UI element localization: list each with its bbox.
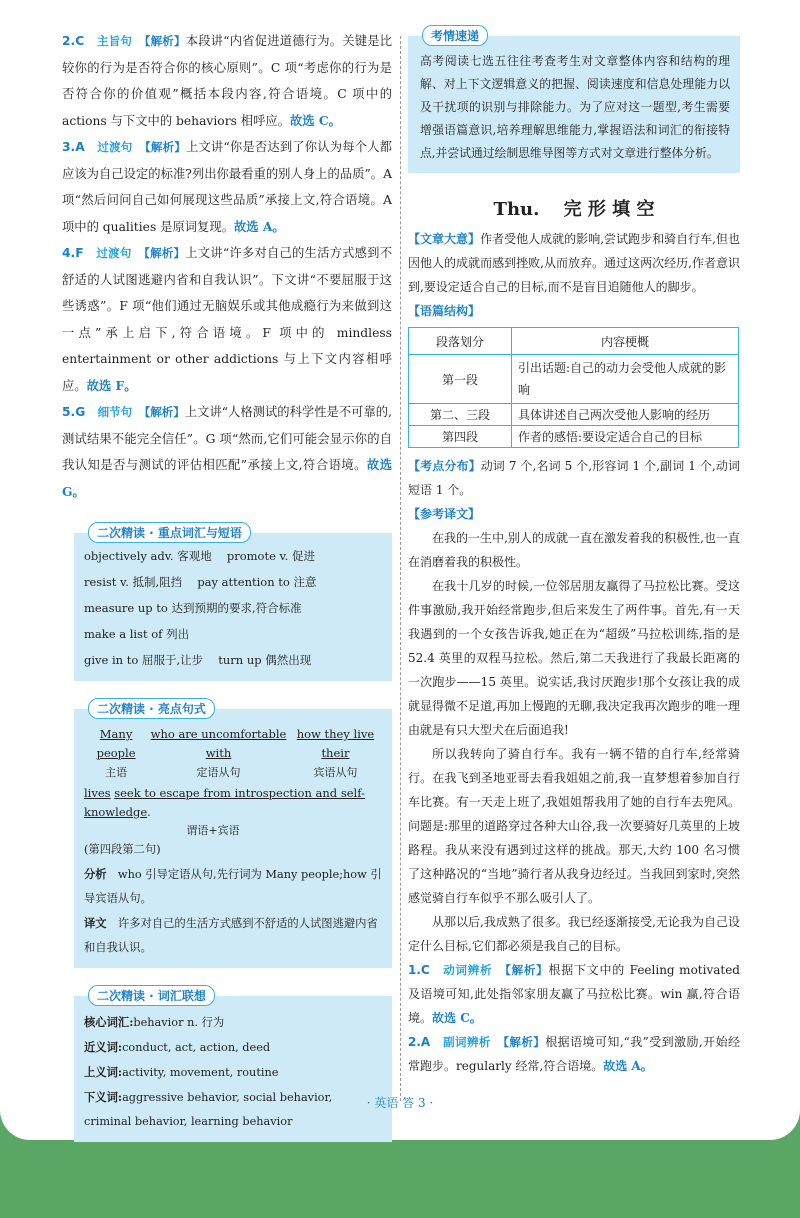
table-header: [409, 328, 739, 355]
grammar-label: 谓语+宾语: [186, 824, 240, 837]
answer-choice: 故选 C。: [290, 112, 341, 128]
reference-paragraph: 从那以后,我成熟了很多。我已经逐渐接受,无论我为自己设定什么目标,它们都必须是我自己的目标。: [408, 915, 740, 953]
answer-choice: 故选 A。: [233, 218, 285, 234]
word-association-box: [74, 989, 392, 1142]
analysis-tag: 【解析】: [144, 405, 185, 419]
synonym-row: [84, 1035, 382, 1060]
answer-2: [62, 28, 392, 134]
translation-label: 译文: [84, 916, 107, 930]
vocab-row: measure up to 达到预期的要求,符合标准: [84, 601, 302, 615]
summary: [408, 227, 740, 299]
box-label: 考情速递: [422, 25, 488, 46]
sentence-box: [74, 702, 392, 968]
vocab-row: resist v. 抵制,阻挡 pay attention to 注意: [84, 575, 317, 589]
structure-label: 【语篇结构】: [408, 304, 481, 318]
answer-text: 根据语境可知,“我”受到激励,开始经常跑步。regularly 经常,符合语境。: [408, 1035, 741, 1073]
answer-choice: 故选 G。: [62, 457, 392, 499]
grammar-label: 主语: [105, 766, 128, 779]
answer-number: 2.C: [62, 34, 85, 48]
answer-number: 5.G: [62, 405, 86, 419]
translation-text: 许多对自己的生活方式感到不舒适的人试图逃避内省和自我认识。: [84, 917, 378, 954]
subject-part: [84, 725, 148, 782]
column-header: 段落划分: [409, 328, 512, 355]
analysis-label: 分析: [84, 867, 107, 881]
table-row: [409, 404, 739, 426]
table-row: [409, 426, 739, 448]
answer-text: 本段讲“内省促进道德行为。关键是比较你的行为是否符合你的核心原则”。C 项“考虑你的行为是否符合你的价值观”概括本段内容,符合语境。C 项中的 actions 与下文中的 behaviors 相呼应。: [62, 34, 393, 128]
answer-4: [62, 240, 392, 399]
answer-choice: 故选 A。: [603, 1059, 653, 1073]
left-column: [62, 28, 392, 1142]
page-footer: · 英语 答 3 ·: [366, 1096, 434, 1110]
analysis-line: [84, 862, 382, 911]
analysis-tag: 【解析】: [503, 1035, 546, 1049]
summary-text: 作者受他人成就的影响,尝试跑步和骑自行车,但也因他人的成就而感到挫败,从而放弃。通过这两次经历,作者意识到,要设定适合自己的目标,而不是盲目追随他人的脚步。: [408, 232, 740, 294]
analysis-tag: 【解析】: [144, 246, 186, 260]
answer-choice: 故选 C。: [432, 1011, 482, 1025]
core-word-row: [84, 1010, 382, 1035]
analysis-tag: 【解析】: [144, 34, 186, 48]
analysis-tag: 【解析】: [505, 963, 549, 977]
row-value: aggressive behavior, social behavior, criminal behavior, learning behavior: [84, 1091, 333, 1128]
structure-table: [408, 327, 739, 448]
answer-type: 细节句: [97, 405, 133, 419]
attributive-part: [148, 725, 289, 782]
row-value: activity, movement, routine: [122, 1066, 279, 1079]
answer-5: [62, 399, 392, 505]
answer-text: 上文讲“人格测试的科学性是不可靠的,测试结果不能完全信任”。G 项“然而,它们可能会显示你的自我认知是否与测试的评估相匹配”承接上文,符合语境。: [62, 405, 392, 472]
answer-text: 根据下文中的 Feeling motivated 及语境可知,此处指邻家朋友赢了马拉松比赛。win 赢,符合语境。: [408, 963, 740, 1025]
column-divider: [400, 36, 401, 1101]
distribution: [408, 454, 740, 502]
row-value: behavior n. 行为: [133, 1016, 225, 1029]
answer-type: 动词辨析: [443, 963, 493, 977]
row-value: conduct, act, action, deed: [122, 1041, 271, 1054]
analysis-tag: 【解析】: [144, 140, 186, 154]
table-cell: 具体讲述自己两次受他人影响的经历: [512, 404, 739, 426]
translation-line: [84, 911, 382, 960]
answer-c1: [408, 958, 740, 1030]
answer-type: 主旨句: [96, 34, 133, 48]
table-row: [409, 355, 739, 404]
object-clause-part: [289, 725, 382, 782]
row-key: 下义词:: [84, 1090, 123, 1104]
tip-text: 高考阅读七选五往往考查考生对文章整体内容和结构的理解、对上下文逻辑意义的把握、阅读速度和信息处理能力以及干扰项的识别与排除能力。为了应对这一题型,考生需要增强语篇意识,培养理解思维能力,掌握语法和词汇的衔接特点,并尝试通过绘制思维导图等方式对文章进行整体分析。: [420, 54, 730, 160]
structure-heading: [408, 299, 740, 323]
sentence-source: (第四段第二句): [84, 843, 161, 856]
answer-type: 过渡句: [97, 140, 133, 154]
answer-choice: 故选 F。: [86, 377, 137, 393]
answer-number: 2.A: [408, 1035, 431, 1049]
right-column: [408, 28, 740, 1078]
sentence-line-1: [84, 725, 382, 782]
row-key: 核心词汇:: [84, 1015, 134, 1029]
table-cell: 引出话题:自己的动力会受他人成就的影响: [512, 355, 739, 404]
answer-text: 上文讲“你是否达到了你认为每个人都应该为自己设定的标准?列出你最看重的别人身上的品质”。A 项“然后问问自己如何展现这些品质”承接上文,符合语境。A 项中的 qualities 是原词复现。: [62, 140, 392, 234]
table-cell: 第一段: [409, 355, 512, 404]
hypernym-row: [84, 1060, 382, 1085]
row-key: 近义词:: [84, 1040, 123, 1054]
summary-label: 【文章大意】: [408, 232, 481, 246]
box-label: 二次精读 · 重点词汇与短语: [88, 522, 251, 543]
answer-number: 4.F: [62, 246, 84, 260]
table-cell: 第二、三段: [409, 404, 512, 426]
vocab-row: give in to 屈服于,让步 turn up 偶然出现: [84, 653, 312, 667]
sentence-fragment: lives: [84, 786, 111, 800]
reference-paragraph: 所以我转向了骑自行车。我有一辆不错的自行车,经常骑行。在我飞到圣地亚哥去看我姐姐之前,我一直梦想着参加自行车比赛。有一天走上班了,我姐姐帮我用了她的自行车去兜风。问题是:那里的道路穿过各种大山谷,我一次要骑好几英里的上坡路程。我从来没有遇到过这样的挑战。那天,大约 100 名习惯了这种路况的“当地”骑行者从我身边经过。当我回到家时,突然感觉骑自行车似乎不那么吸引人了。: [408, 747, 740, 905]
answer-3: [62, 134, 392, 240]
sentence-fragment: who are uncomfortable with: [150, 727, 287, 760]
grammar-label: 定语从句: [196, 766, 241, 779]
grammar-label: 宾语从句: [313, 766, 358, 779]
sentence-fragment: how they live their: [296, 727, 375, 760]
vocab-row: objectively adv. 客观地 promote v. 促进: [84, 549, 315, 563]
vocab-box: [74, 526, 392, 681]
sentence-fragment: seek to escape from introspection and self-knowledge: [84, 786, 365, 819]
answer-type: 过渡句: [96, 246, 132, 260]
answer-type: 副词辨析: [443, 1035, 491, 1049]
reference-paragraph: 在我的一生中,别人的成就一直在激发着我的积极性,也一直在消磨着我的积极性。: [408, 531, 740, 569]
answer-text: 上文讲“许多对自己的生活方式感到不舒适的人试图逃避内省和自我认识”。下文讲“不要屈服于这些诱惑”。F 项“他们通过无脑娱乐或其他成瘾行为来做到这一点”承上启下,符合语境。F 项中的 mindless entertainment or other addictions 与上下文内容相呼应。: [62, 246, 392, 393]
reference-paragraph: 在我十几岁的时候,一位邻居朋友赢得了马拉松比赛。受这件事激励,我开始经常跑步,但后来发生了两件事。首先,有一天我遇到的一个女孩告诉我,她正在为“超级”马拉松训练,指的是 52.4 英里的双程马拉松。然后,第二天我进行了我最长距离的一次跑步——15 英里。说实话,我讨厌跑步!那个女孩让我的成就显得微不足道,再加上慢跑的无聊,我决定我再次跑步的唯一理由就是有只大型犬在后面追我!: [408, 579, 740, 737]
distribution-text: 动词 7 个,名词 5 个,形容词 1 个,副词 1 个,动词短语 1 个。: [408, 459, 740, 497]
table-cell: 第四段: [409, 426, 512, 448]
answer-number: 3.A: [62, 140, 85, 154]
sentence-fragment: Many people: [96, 727, 136, 760]
answer-c2: [408, 1030, 740, 1078]
exam-tip-box: [408, 29, 740, 173]
box-label: 二次精读 · 词汇联想: [88, 985, 215, 1006]
vocab-row: make a list of 列出: [84, 627, 190, 641]
reference-label: 【参考译文】: [408, 507, 481, 521]
table-cell: 作者的感悟:要设定适合自己的目标: [512, 426, 739, 448]
reference-heading: [408, 502, 740, 526]
column-header: 内容梗概: [512, 328, 739, 355]
analysis-text: who 引导定语从句,先行词为 Many people;how 引导宾语从句。: [84, 868, 382, 905]
box-label: 二次精读 · 亮点句式: [88, 698, 215, 719]
section-title: Thu. 完 形 填 空: [493, 199, 655, 220]
answer-number: 1.C: [408, 963, 430, 977]
sentence-line-2: [84, 784, 382, 822]
distribution-label: 【考点分布】: [408, 459, 481, 473]
row-key: 上义词:: [84, 1065, 123, 1079]
sentence-period: .: [147, 805, 151, 819]
